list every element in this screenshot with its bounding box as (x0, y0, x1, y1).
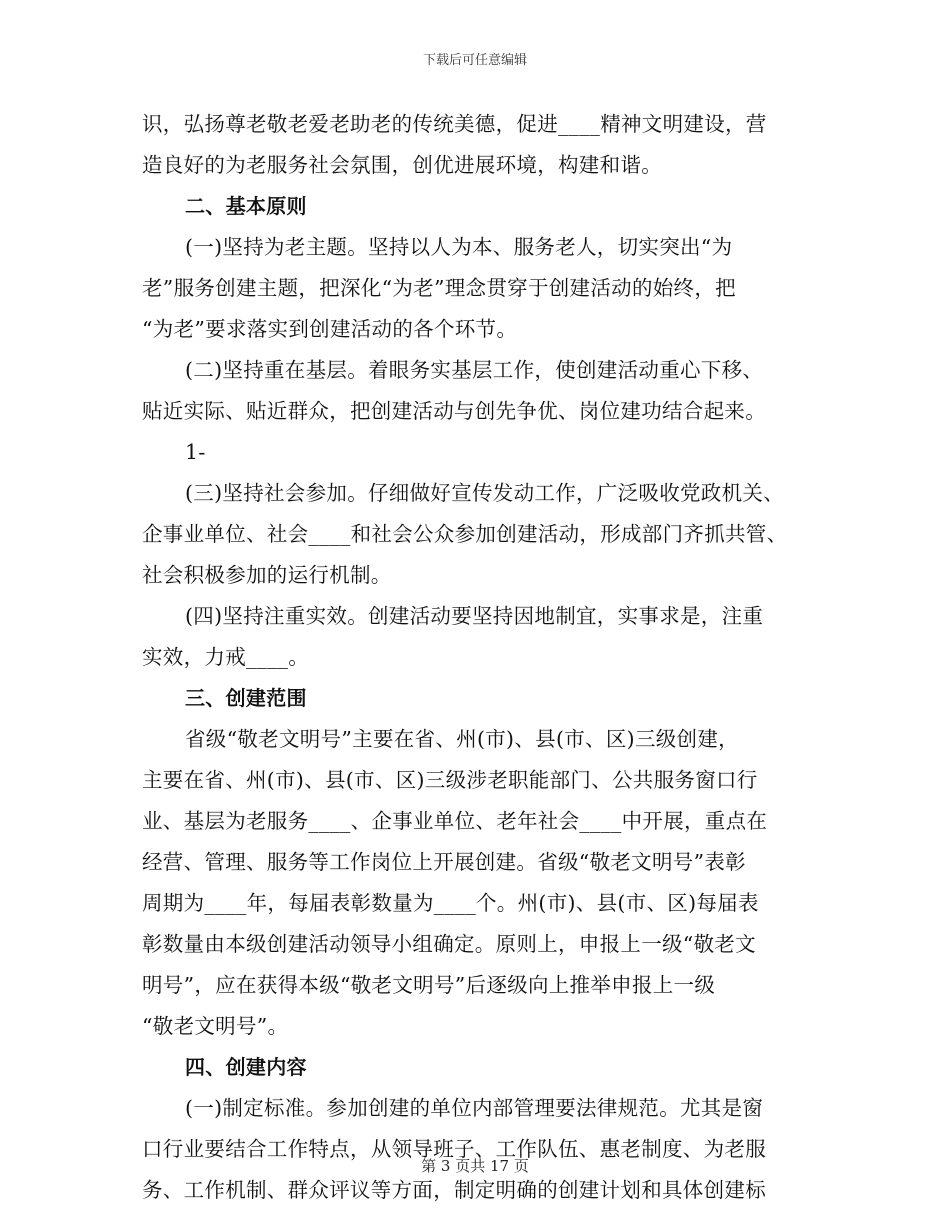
page-number-footer: 第 3 页共 17 页 (421, 1157, 529, 1175)
body-line: 口行业要结合工作特点，从领导班子、工作队伍、惠老制度、为老服 (142, 1137, 766, 1161)
body-line: 造良好的为老服务社会氛围，创优进展环境，构建和谐。 (142, 153, 662, 177)
document-body (142, 104, 812, 1211)
body-line: 明号”，应在获得本级“敬老文明号”后逐级向上推举申报上一级 (142, 973, 716, 997)
body-line: 业、基层为老服务____、企事业单位、老年社会____中开展，重点在 (142, 809, 768, 833)
paragraph-start-line: (四)坚持注重实效。创建活动要坚持因地制宜，实事求是，注重 (185, 604, 764, 628)
inline-page-marker: 1- (185, 440, 206, 464)
body-line: 彰数量由本级创建活动领导小组确定。原则上，申报上一级“敬老文 (142, 932, 756, 956)
body-line: “为老”要求落实到创建活动的各个环节。 (142, 317, 518, 341)
paragraph-start-line: (三)坚持社会参加。仔细做好宣传发动工作，广泛吸收党政机关、 (185, 481, 784, 505)
paragraph-start-line: 省级“敬老文明号”主要在省、州(市)、县(市、区)三级创建， (185, 727, 739, 751)
page-header-note: 下载后可任意编辑 (422, 53, 527, 68)
paragraph-start-line: (一)坚持为老主题。坚持以人为本、服务老人，切实突出“为 (185, 235, 733, 259)
body-line: 社会积极参加的运行机制。 (142, 563, 392, 587)
body-line: 务、工作机制、群众评议等方面，制定明确的创建计划和具体创建标 (142, 1178, 766, 1202)
body-line: “敬老文明号”。 (142, 1014, 289, 1038)
paragraph-start-line: (一)制定标准。参加创建的单位内部管理要法律规范。尤其是窗 (185, 1096, 764, 1120)
body-line: 周期为____年，每届表彰数量为____个。州(市)、县(市、区)每届表 (142, 891, 759, 915)
section-heading-principles: 二、基本原则 (185, 194, 307, 218)
body-line: 识，弘扬尊老敬老爱老助老的传统美德，促进____精神文明建设，营 (142, 112, 767, 136)
section-heading-content: 四、创建内容 (185, 1055, 307, 1079)
section-heading-scope: 三、创建范围 (185, 686, 307, 710)
body-line: 主要在省、州(市)、县(市、区)三级涉老职能部门、公共服务窗口行 (142, 768, 758, 792)
body-line: 实效，力戒____。 (142, 645, 309, 669)
body-line: 老”服务创建主题，把深化“为老”理念贯穿于创建活动的始终，把 (142, 276, 736, 300)
body-line: 企事业单位、社会____和社会公众参加创建活动，形成部门齐抓共管、 (142, 522, 788, 546)
paragraph-start-line: (二)坚持重在基层。着眼务实基层工作，使创建活动重心下移、 (185, 358, 764, 382)
body-line: 经营、管理、服务等工作岗位上开展创建。省级“敬老文明号”表彰 (142, 850, 746, 874)
body-line: 贴近实际、贴近群众，把创建活动与创先争优、岗位建功结合起来。 (142, 399, 766, 423)
